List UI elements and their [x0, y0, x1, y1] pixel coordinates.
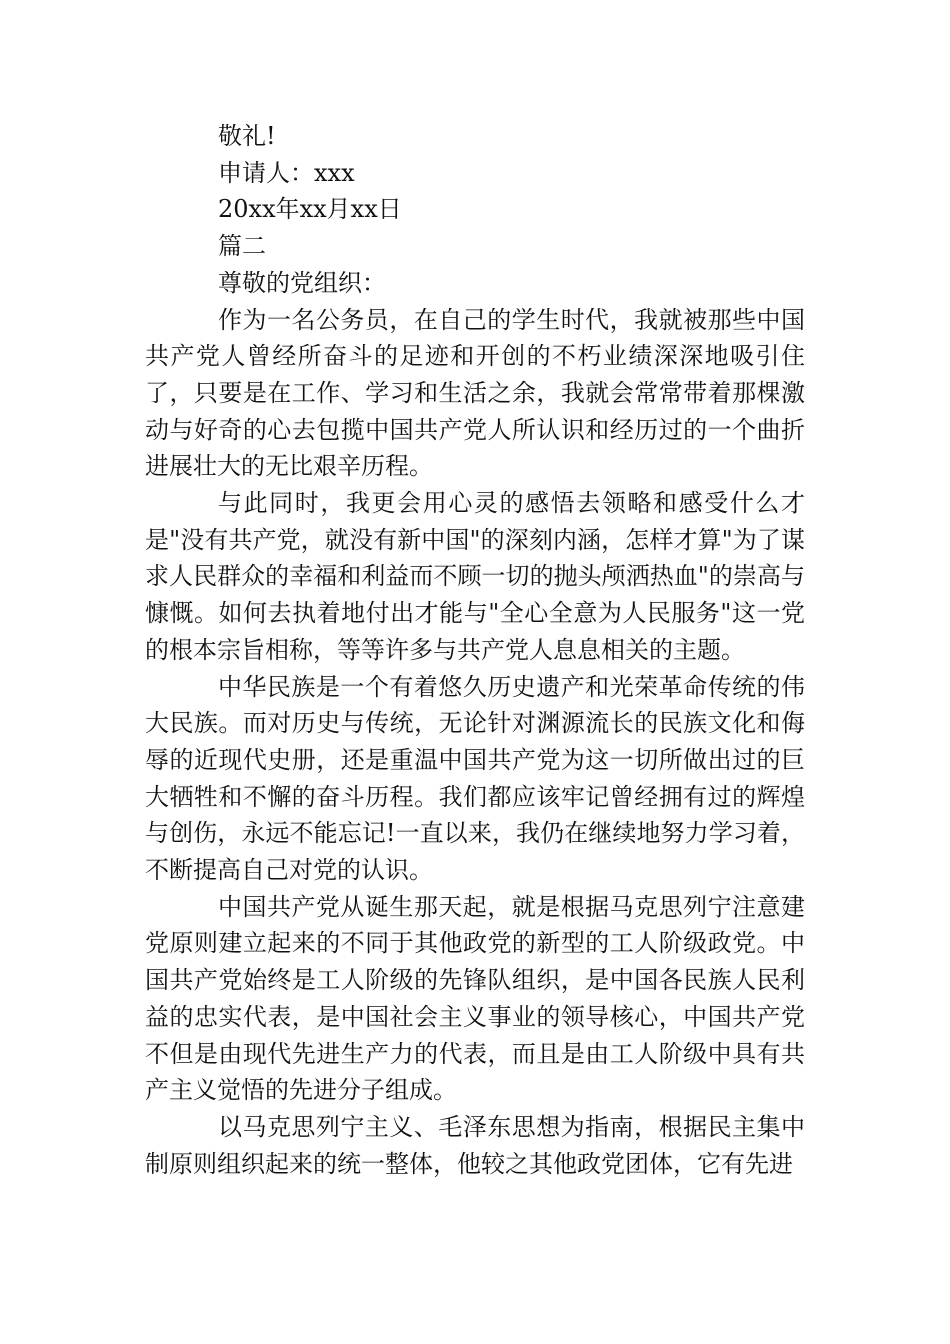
paragraph: 中国共产党从诞生那天起，就是根据马克思列宁注意建党原则建立起来的不同于其他政党的新型的工人阶级政党。中国共产党始终是工人阶级的先锋队组织，是中国各民族人民利益的忠实代表，是中国社会主义事业的领导核心，中国共产党不但是由现代先进生产力的代表，而且是由工人阶级中具有共产主义觉悟的先进分子组成。 [145, 892, 805, 1105]
date-line: 20xx年xx月xx日 [218, 195, 402, 224]
paragraph: 以马克思列宁主义、毛泽东思想为指南，根据民主集中制原则组织起来的统一整体，他较之其他政党团体，它有先进 [145, 1112, 805, 1178]
salutation-line: 尊敬的党组织： [218, 268, 386, 297]
paragraph: 中华民族是一个有着悠久历史遗产和光荣革命传统的伟大民族。而对历史与传统，无论针对渊源流长的民族文化和侮辱的近现代史册，还是重温中国共产党为这一切所做出过的巨大牺牲和不懈的奋斗历程。我们都应该牢记曾经拥有过的辉煌与创伤，永远不能忘记!一直以来，我仍在继续地努力学习着，不断提高自己对党的认识。 [145, 672, 805, 885]
applicant-line: 申请人：xxx [218, 158, 355, 187]
paragraph: 作为一名公务员，在自己的学生时代，我就被那些中国共产党人曾经所奋斗的足迹和开创的不朽业绩深深地吸引住了，只要是在工作、学习和生活之余，我就会常常带着那棵激动与好奇的心去包揽中国共产党人所认识和经历过的一个曲折进展壮大的无比艰辛历程。 [145, 305, 805, 481]
paragraph: 与此同时，我更会用心灵的感悟去领略和感受什么才是"没有共产党，就没有新中国"的深刻内涵，怎样才算"为了谋求人民群众的幸福和利益而不顾一切的抛头颅洒热血"的崇高与慷慨。如何去执着地付出才能与"全心全意为人民服务"这一党的根本宗旨相称，等等许多与共产党人息息相关的主题。 [145, 489, 805, 664]
document-body [145, 118, 805, 1182]
closing-line: 敬礼! [218, 122, 276, 150]
section-title: 篇二 [218, 232, 266, 261]
